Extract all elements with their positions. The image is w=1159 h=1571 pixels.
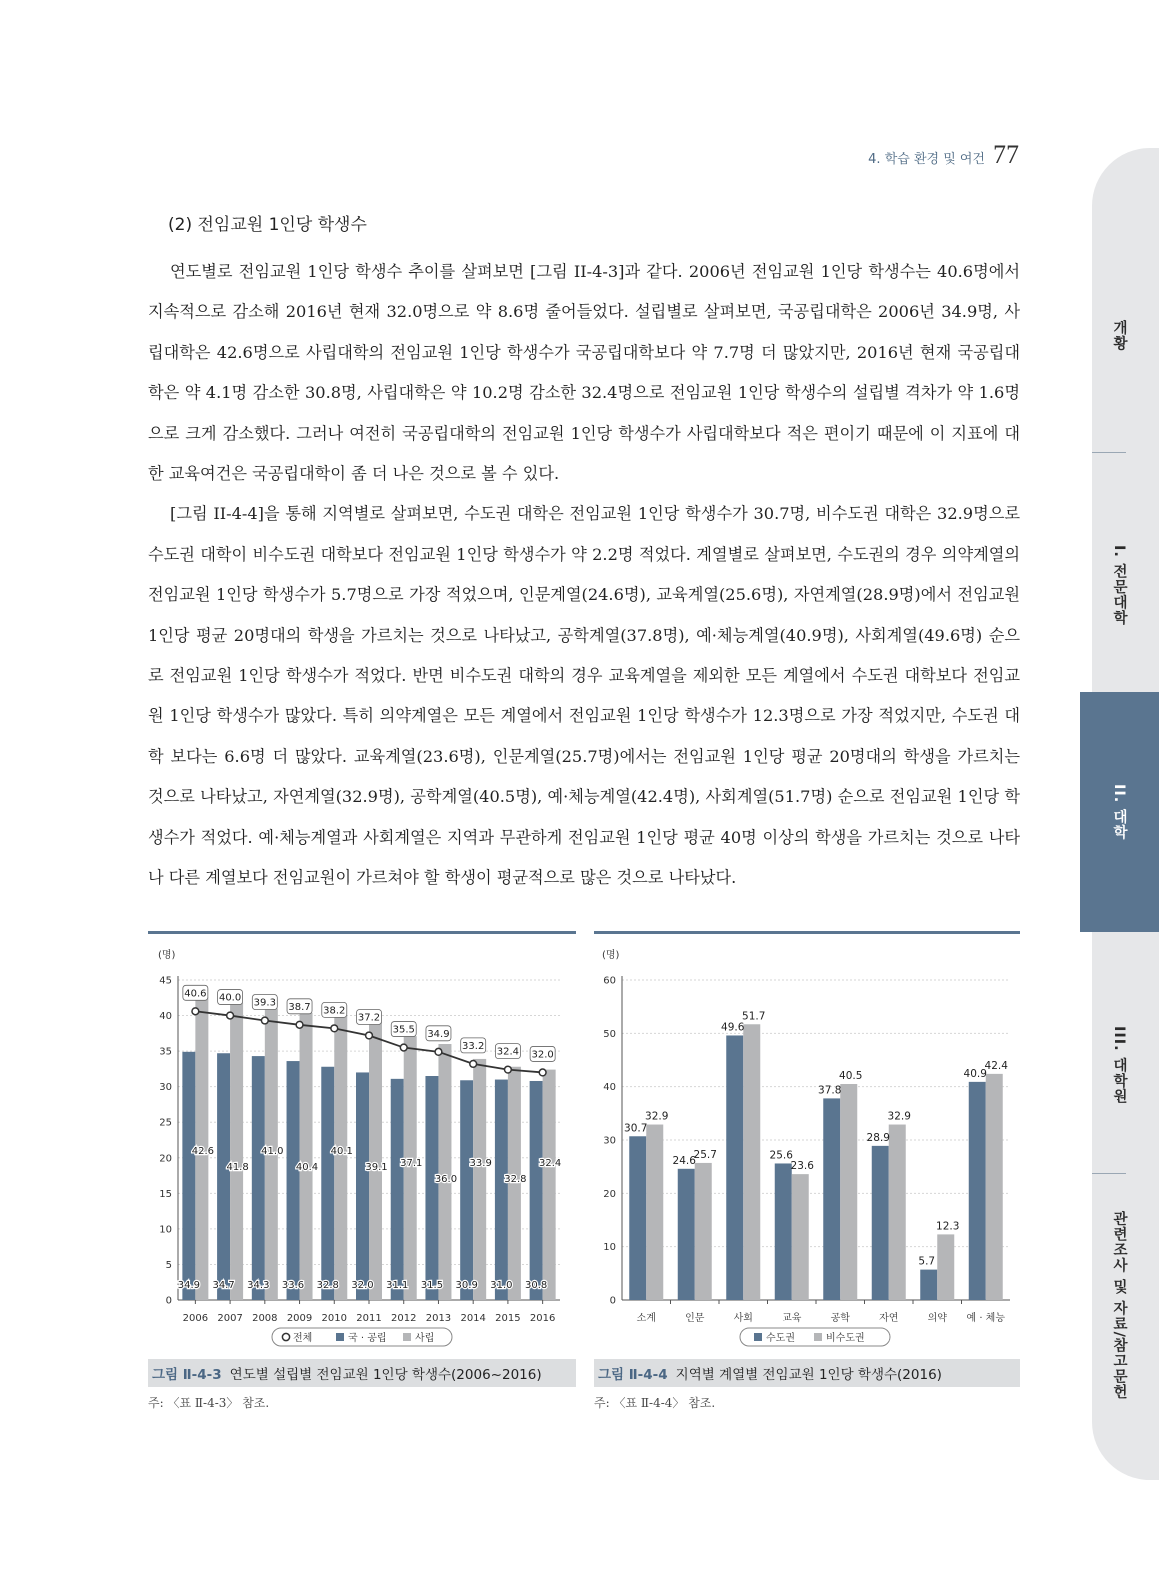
bar-non-capital bbox=[646, 1125, 663, 1300]
x-tick-label: 2007 bbox=[217, 1313, 243, 1324]
point-total bbox=[192, 1008, 199, 1015]
x-tick-label: 2012 bbox=[391, 1313, 417, 1324]
point-total bbox=[539, 1069, 546, 1076]
bar-capital bbox=[726, 1035, 743, 1300]
tab-references-label: 관련조사 및 자료/참고문헌 bbox=[1111, 1210, 1127, 1400]
figure-2-title: 지역별 계열별 전임교원 1인당 학생수(2016) bbox=[675, 1367, 942, 1383]
point-total bbox=[331, 1025, 338, 1032]
x-tick-label: 공학 bbox=[830, 1313, 850, 1324]
y-tick-label: 5 bbox=[165, 1259, 172, 1271]
y-tick-label: 0 bbox=[609, 1295, 616, 1307]
y-tick-label: 25 bbox=[159, 1117, 172, 1129]
figure-1-rule bbox=[148, 931, 576, 934]
data-label-private: 42.6 bbox=[191, 1145, 214, 1157]
body-text bbox=[148, 252, 1020, 899]
bar-public bbox=[356, 1072, 369, 1300]
tab-divider bbox=[1092, 452, 1126, 453]
point-total bbox=[366, 1032, 373, 1039]
x-tick-label: 예 · 체능 bbox=[966, 1313, 1006, 1324]
data-label-capital: 5.7 bbox=[918, 1255, 936, 1268]
x-tick-label: 2016 bbox=[529, 1313, 556, 1324]
data-label-public: 32.0 bbox=[351, 1280, 374, 1291]
data-label-public: 32.8 bbox=[316, 1280, 339, 1291]
data-label-private: 37.1 bbox=[400, 1157, 423, 1169]
data-label-non-capital: 40.5 bbox=[839, 1070, 863, 1082]
data-label-capital: 30.7 bbox=[624, 1122, 648, 1135]
x-tick-label: 인문 bbox=[685, 1313, 705, 1324]
point-total bbox=[227, 1012, 234, 1019]
legend-label-capital: 수도권 bbox=[766, 1333, 795, 1344]
running-header bbox=[868, 140, 1019, 170]
data-label-public: 31.5 bbox=[420, 1280, 444, 1291]
data-label-total: 35.5 bbox=[392, 1024, 415, 1036]
data-label-total: 33.2 bbox=[462, 1040, 485, 1052]
x-tick-label: 2008 bbox=[252, 1313, 278, 1324]
data-label-private: 41.0 bbox=[261, 1145, 284, 1157]
legend-marker-public bbox=[336, 1333, 344, 1341]
figure-1-chart bbox=[148, 938, 576, 1356]
bar-capital bbox=[872, 1146, 889, 1300]
data-label-total: 40.0 bbox=[218, 992, 242, 1004]
bar-capital bbox=[775, 1163, 792, 1300]
data-label-capital: 37.8 bbox=[818, 1084, 842, 1097]
bar-public bbox=[252, 1056, 265, 1300]
paragraph-1: 연도별로 전임교원 1인당 학생수 추이를 살펴보면 [그림 II-4-3]과 같다. 2006년 전임교원 1인당 학생수는 40.6명에서 지속적으로 감소해 2016년 현재 32.0명으로 약 8.6명 줄어들었다. 설립별로 살펴보면, 국공립대학은 2006년 34.9명, 사립대학은 42.6명으로 사립대학의 전임교원 1인당 학생수가 국공립대학보다 약 7.7명 더 많았지만, 2016년 현재 국공립대학은 약 4.1명 감소한 30.8명, 사립대학은 약 10.2명 감소한 32.4명으로 전임교원 1인당 학생수의 설립별 격차가 약 1.6명으로 크게 감소했다. 그러나 여전히 국공립대학의 전임교원 1인당 학생수가 사립대학보다 적은 편이기 때문에 이 지표에 대한 교육여건은 국공립대학이 좀 더 나은 것으로 볼 수 있다. bbox=[148, 262, 1020, 484]
x-tick-label: 사회 bbox=[733, 1313, 753, 1324]
figure-2-rule bbox=[594, 931, 1020, 934]
x-tick-label: 자연 bbox=[879, 1313, 899, 1324]
data-label-total: 37.2 bbox=[357, 1012, 381, 1024]
legend-marker-private bbox=[403, 1333, 411, 1341]
bar-public bbox=[495, 1080, 508, 1300]
point-total bbox=[400, 1044, 407, 1051]
tab-graduate-school-label: III. 대학원 bbox=[1111, 1025, 1127, 1105]
bar-non-capital bbox=[792, 1174, 809, 1300]
bar-non-capital bbox=[986, 1074, 1003, 1300]
data-label-public: 34.7 bbox=[212, 1280, 235, 1291]
bar-non-capital bbox=[889, 1125, 906, 1300]
data-label-non-capital: 25.7 bbox=[693, 1148, 717, 1161]
y-tick-label: 30 bbox=[159, 1082, 172, 1094]
y-tick-label: 45 bbox=[159, 975, 172, 987]
y-tick-label: 30 bbox=[603, 1135, 616, 1147]
data-label-total: 32.4 bbox=[496, 1046, 520, 1058]
bar-non-capital bbox=[937, 1234, 954, 1300]
point-total bbox=[435, 1048, 442, 1055]
figure-1-title: 연도별 설립별 전임교원 1인당 학생수(2006~2016) bbox=[229, 1367, 542, 1383]
tab-junior-college[interactable] bbox=[1080, 500, 1159, 670]
figure-2-number: 그림 Ⅱ-4-4 bbox=[598, 1367, 668, 1383]
x-tick-label: 교육 bbox=[782, 1313, 802, 1324]
x-tick-label: 2010 bbox=[321, 1313, 347, 1324]
bar-non-capital bbox=[840, 1084, 857, 1300]
data-label-total: 38.2 bbox=[323, 1005, 346, 1017]
tab-overview[interactable] bbox=[1080, 290, 1159, 380]
data-label-public: 30.8 bbox=[525, 1280, 548, 1291]
y-tick-label: 40 bbox=[159, 1011, 172, 1023]
y-tick-label: 20 bbox=[603, 1188, 616, 1200]
bar-private bbox=[438, 1044, 451, 1300]
tab-graduate-school[interactable] bbox=[1080, 1000, 1159, 1130]
legend-marker-non-capital bbox=[814, 1333, 822, 1341]
y-tick-label: 35 bbox=[159, 1046, 172, 1058]
data-label-capital: 24.6 bbox=[672, 1154, 696, 1167]
y-tick-label: 40 bbox=[603, 1082, 616, 1094]
bar-non-capital bbox=[743, 1024, 760, 1300]
legend-label-private: 사립 bbox=[415, 1333, 435, 1344]
x-tick-label: 2009 bbox=[286, 1313, 313, 1324]
bar-private bbox=[543, 1070, 556, 1300]
y-tick-label: 60 bbox=[603, 975, 616, 987]
bar-public bbox=[391, 1079, 404, 1300]
tab-junior-college-label: I. 전문대학 bbox=[1111, 544, 1127, 626]
x-tick-label: 2015 bbox=[495, 1313, 521, 1324]
data-label-private: 41.8 bbox=[226, 1161, 249, 1173]
data-label-capital: 40.9 bbox=[963, 1067, 987, 1080]
data-label-total: 34.9 bbox=[427, 1028, 450, 1040]
data-label-private: 36.0 bbox=[434, 1173, 458, 1185]
bar-capital bbox=[920, 1270, 937, 1300]
data-label-private: 32.8 bbox=[504, 1173, 527, 1185]
data-label-private: 33.9 bbox=[469, 1157, 492, 1169]
x-tick-label: 2011 bbox=[356, 1313, 382, 1324]
data-label-non-capital: 32.9 bbox=[887, 1110, 911, 1123]
legend-marker-total bbox=[282, 1333, 289, 1340]
bar-private bbox=[334, 1015, 347, 1300]
figure-1-caption bbox=[148, 1359, 576, 1387]
tab-university[interactable] bbox=[1080, 692, 1159, 932]
bar-private bbox=[473, 1059, 486, 1300]
data-label-private: 40.1 bbox=[330, 1145, 353, 1157]
y-axis-unit: (명) bbox=[602, 950, 620, 961]
y-tick-label: 20 bbox=[159, 1153, 172, 1165]
figure-1-number: 그림 Ⅱ-4-3 bbox=[152, 1367, 222, 1383]
bar-capital bbox=[969, 1082, 986, 1300]
data-label-private: 39.1 bbox=[365, 1161, 388, 1173]
y-tick-label: 50 bbox=[603, 1028, 616, 1040]
x-tick-label: 2006 bbox=[182, 1313, 209, 1324]
bar-private bbox=[300, 1013, 313, 1300]
tab-divider bbox=[1092, 1173, 1126, 1174]
data-label-capital: 25.6 bbox=[769, 1149, 793, 1162]
legend-label-total: 전체 bbox=[293, 1333, 313, 1344]
bar-public bbox=[287, 1061, 300, 1300]
legend-label-public: 국 · 공립 bbox=[348, 1333, 387, 1344]
bar-public bbox=[182, 1052, 195, 1300]
x-tick-label: 2014 bbox=[460, 1313, 486, 1324]
data-label-capital: 49.6 bbox=[721, 1021, 745, 1034]
data-label-non-capital: 42.4 bbox=[984, 1059, 1008, 1072]
section-label: 4. 학습 환경 및 여건 bbox=[868, 152, 985, 167]
data-label-public: 31.1 bbox=[386, 1280, 409, 1291]
data-label-capital: 28.9 bbox=[866, 1131, 890, 1144]
x-tick-label: 소계 bbox=[636, 1313, 656, 1324]
data-label-public: 33.6 bbox=[281, 1280, 305, 1291]
x-tick-label: 2013 bbox=[425, 1313, 452, 1324]
bar-non-capital bbox=[695, 1163, 712, 1300]
bar-public bbox=[460, 1080, 473, 1300]
data-label-non-capital: 51.7 bbox=[742, 1010, 766, 1023]
data-label-private: 32.4 bbox=[539, 1157, 562, 1169]
tab-overview-label: 개황 bbox=[1111, 319, 1127, 351]
figure-2-note: 주: 〈표 Ⅱ-4-4〉 참조. bbox=[594, 1396, 716, 1410]
bar-capital bbox=[823, 1098, 840, 1300]
legend-label-non-capital: 비수도권 bbox=[826, 1333, 865, 1344]
data-label-total: 32.0 bbox=[531, 1049, 554, 1061]
bar-capital bbox=[629, 1136, 646, 1300]
point-total bbox=[505, 1066, 512, 1073]
y-tick-label: 15 bbox=[159, 1188, 172, 1200]
tab-university-label: II. 대학 bbox=[1111, 783, 1127, 841]
legend-marker-capital bbox=[754, 1333, 762, 1341]
figure-2-caption bbox=[594, 1359, 1020, 1387]
bar-public bbox=[217, 1053, 230, 1300]
y-tick-label: 10 bbox=[603, 1242, 616, 1254]
y-tick-label: 10 bbox=[159, 1224, 172, 1236]
data-label-total: 40.6 bbox=[184, 988, 207, 1000]
point-total bbox=[261, 1017, 268, 1024]
data-label-non-capital: 32.9 bbox=[645, 1110, 669, 1123]
figure-2-chart bbox=[594, 938, 1020, 1356]
data-label-total: 38.7 bbox=[288, 1001, 311, 1013]
point-total bbox=[470, 1061, 477, 1068]
tab-references[interactable] bbox=[1080, 1190, 1159, 1420]
page-number: 77 bbox=[993, 140, 1019, 169]
data-label-non-capital: 23.6 bbox=[790, 1160, 814, 1173]
bar-capital bbox=[678, 1169, 695, 1300]
data-label-public: 31.0 bbox=[490, 1280, 513, 1291]
bar-public bbox=[425, 1076, 438, 1300]
data-label-non-capital: 12.3 bbox=[936, 1220, 960, 1233]
data-label-total: 39.3 bbox=[253, 997, 276, 1009]
section-heading: (2) 전임교원 1인당 학생수 bbox=[168, 215, 367, 235]
y-tick-label: 0 bbox=[165, 1295, 172, 1307]
point-total bbox=[296, 1021, 303, 1028]
bar-private bbox=[230, 1003, 243, 1300]
data-label-public: 34.3 bbox=[247, 1280, 270, 1291]
bar-public bbox=[530, 1081, 543, 1300]
y-axis-unit: (명) bbox=[158, 950, 176, 961]
figure-1-note: 주: 〈표 Ⅱ-4-3〉 참조. bbox=[148, 1396, 270, 1410]
data-label-public: 30.9 bbox=[455, 1280, 478, 1291]
x-tick-label: 의약 bbox=[927, 1313, 947, 1324]
paragraph-2: [그림 II-4-4]을 통해 지역별로 살펴보면, 수도권 대학은 전임교원 1인당 학생수가 30.7명, 비수도권 대학은 32.9명으로 수도권 대학이 비수도권 대학보다 전임교원 1인당 학생수가 약 2.2명 적었다. 계열별로 살펴보면, 수도권의 경우 의약계열의 전임교원 1인당 학생수가 5.7명으로 가장 적었으며, 인문계열(24.6명), 교육계열(25.6명), 자연계열(28.9명)에서 전임교원 1인당 평균 20명대의 학생을 가르치는 것으로 나타났고, 공학계열(37.8명), 예·체능계열(40.9명), 사회계열(49.6명) 순으로 전임교원 1인당 학생수가 적었다. 반면 비수도권 대학의 경우 교육계열을 제외한 모든 계열에서 수도권 대학보다 전임교원 1인당 학생수가 많았다. 특히 의약계열은 모든 계열에서 전임교원 1인당 학생수가 12.3명으로 가장 적었지만, 수도권 대학 보다는 6.6명 더 많았다. 교육계열(23.6명), 인문계열(25.7명)에서는 전임교원 1인당 평균 20명대의 학생을 가르치는 것으로 나타났고, 자연계열(32.9명), 공학계열(40.5명), 예·체능계열(42.4명), 사회계열(51.7명) 순으로 전임교원 1인당 학생수가 적었다. 예·체능계열과 사회계열은 지역과 무관하게 전임교원 1인당 평균 40명 이상의 학생을 가르치는 것으로 나타나 다른 계열보다 전임교원이 가르쳐야 할 학생이 평균적으로 많은 것으로 나타났다. bbox=[148, 504, 1020, 888]
data-label-public: 34.9 bbox=[177, 1280, 200, 1291]
bar-public bbox=[321, 1067, 334, 1300]
data-label-private: 40.4 bbox=[295, 1161, 319, 1173]
